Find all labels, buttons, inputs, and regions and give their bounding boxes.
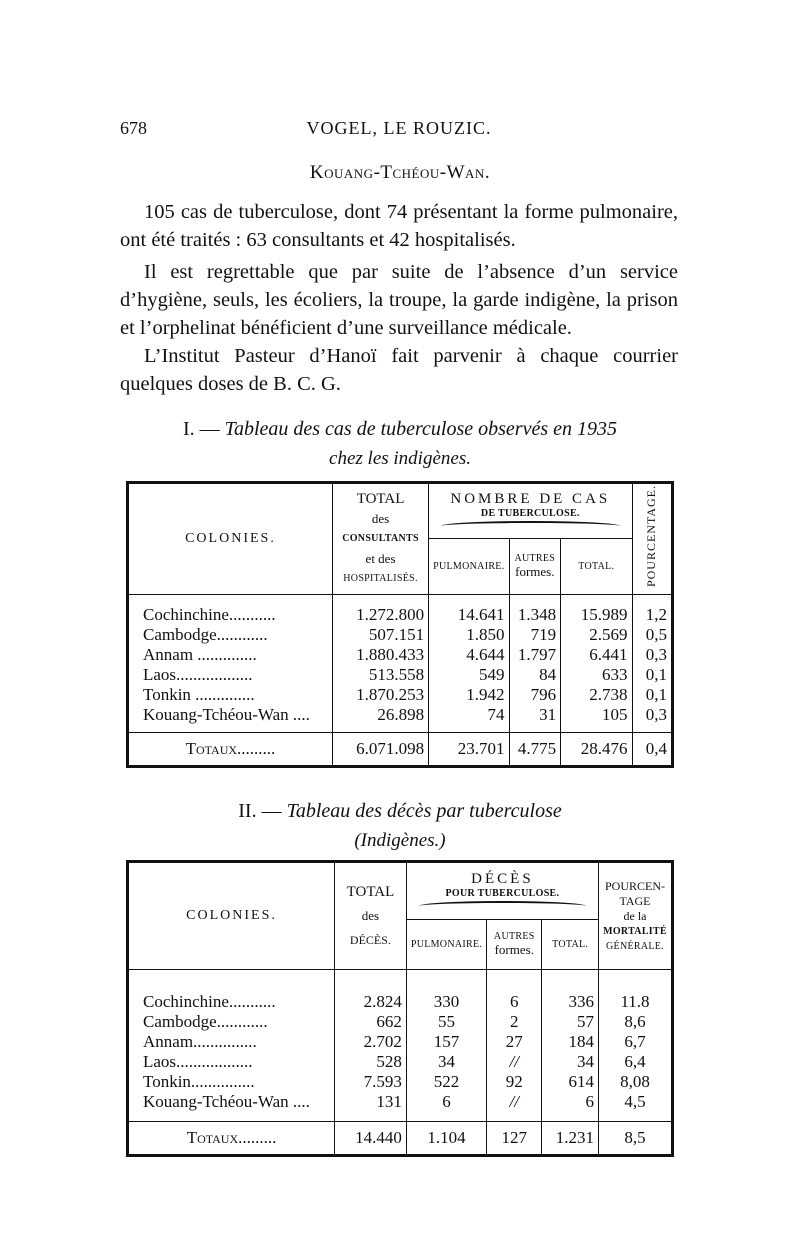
cell: 0,1 bbox=[632, 665, 672, 685]
cell: 7.593 bbox=[335, 1072, 407, 1092]
cell: 0,3 bbox=[632, 645, 672, 665]
cell: 1.850 bbox=[429, 625, 509, 645]
pulmonaire-header: PULMONAIRE. bbox=[429, 539, 509, 595]
cell: 6.441 bbox=[561, 645, 632, 665]
header-line: de la bbox=[623, 908, 647, 923]
header-line: TOTAL bbox=[346, 884, 395, 900]
table1-caption-line2: chez les indigènes. bbox=[329, 448, 471, 469]
table-row bbox=[128, 645, 673, 665]
cell: 507.151 bbox=[332, 625, 428, 645]
table-row bbox=[128, 685, 673, 705]
header-line: formes. bbox=[494, 942, 534, 957]
brace bbox=[441, 521, 619, 531]
cell: 0,5 bbox=[632, 625, 672, 645]
cell: 1.231 bbox=[542, 1122, 599, 1156]
cell: 34 bbox=[406, 1052, 486, 1072]
table1-caption bbox=[0, 418, 800, 441]
cell: 1.348 bbox=[509, 605, 561, 625]
header-line: des bbox=[361, 908, 380, 923]
header-line: POURCEN- bbox=[604, 878, 665, 893]
header-line: des bbox=[371, 511, 390, 526]
cell: 55 bbox=[406, 1012, 486, 1032]
cell: 31 bbox=[509, 705, 561, 725]
cell: 184 bbox=[542, 1032, 599, 1052]
cell: 92 bbox=[487, 1072, 542, 1092]
row-label: Tonkin............... bbox=[143, 1071, 255, 1091]
row-label: Laos.................. bbox=[143, 1051, 253, 1071]
cell: 4,5 bbox=[599, 1092, 673, 1112]
cell: 633 bbox=[561, 665, 632, 685]
cell: 84 bbox=[509, 665, 561, 685]
row-label: Kouang-Tchéou-Wan .... bbox=[143, 704, 310, 724]
cell: 6,4 bbox=[599, 1052, 673, 1072]
row-label: Tonkin .............. bbox=[143, 684, 255, 704]
header-line: TOTAL bbox=[356, 491, 405, 507]
row-label: Cambodge............ bbox=[143, 1011, 268, 1031]
cell: 8,5 bbox=[599, 1122, 673, 1156]
table-row bbox=[128, 705, 673, 725]
header-line: AUTRES bbox=[514, 553, 556, 564]
row-label: Cambodge............ bbox=[143, 624, 268, 644]
table-deaths bbox=[126, 860, 674, 1157]
total-header: TOTAL. bbox=[561, 539, 632, 595]
table-row bbox=[128, 1072, 673, 1092]
cell: 105 bbox=[561, 705, 632, 725]
cell: 6,7 bbox=[599, 1032, 673, 1052]
cell: 1.870.253 bbox=[332, 685, 428, 705]
paragraph-3: L’Institut Pasteur d’Hanoï fait parvenir à chaque courrier quelques doses de B. C. G. bbox=[120, 345, 678, 395]
table2-caption bbox=[0, 800, 800, 823]
header-line: formes. bbox=[515, 564, 555, 579]
table-row bbox=[128, 992, 673, 1012]
colonies-header: COLONIES. bbox=[128, 862, 335, 970]
totals-row bbox=[128, 733, 673, 767]
cell: 2.702 bbox=[335, 1032, 407, 1052]
cell: 34 bbox=[542, 1052, 599, 1072]
cell: 6.071.098 bbox=[332, 733, 428, 767]
table-cases bbox=[126, 481, 674, 768]
total-deces-header bbox=[335, 862, 407, 970]
row-label: Cochinchine........... bbox=[143, 991, 276, 1011]
cell: 8,6 bbox=[599, 1012, 673, 1032]
table2-caption-prefix: II. — bbox=[238, 800, 282, 822]
cell: 14.440 bbox=[335, 1122, 407, 1156]
header-line: HOSPITALISÉS. bbox=[343, 573, 418, 584]
cell: 0,3 bbox=[632, 705, 672, 725]
cell: 8,08 bbox=[599, 1072, 673, 1092]
header-line: DÉCÈS bbox=[471, 871, 534, 887]
row-label: Cochinchine........... bbox=[143, 604, 276, 624]
table-row bbox=[128, 605, 673, 625]
cell: 549 bbox=[429, 665, 509, 685]
header-line: NOMBRE DE CAS bbox=[450, 491, 611, 507]
cell: 6 bbox=[406, 1092, 486, 1112]
totals-row bbox=[128, 1122, 673, 1156]
table1-caption-main: Tableau des cas de tuberculose observés en 1935 bbox=[224, 418, 617, 440]
cell: 2 bbox=[487, 1012, 542, 1032]
cell: 57 bbox=[542, 1012, 599, 1032]
table-row bbox=[128, 665, 673, 685]
cell: 0,4 bbox=[632, 733, 672, 767]
row-label: Laos.................. bbox=[143, 664, 253, 684]
cell: 157 bbox=[406, 1032, 486, 1052]
cell: 662 bbox=[335, 1012, 407, 1032]
table2-caption-main: Tableau des décès par tuberculose bbox=[286, 800, 562, 822]
header-line: MORTALITÉ bbox=[603, 925, 667, 937]
cell: 6 bbox=[542, 1092, 599, 1112]
brace bbox=[419, 901, 586, 911]
paragraph-1: 105 cas de tuberculose, dont 74 présentant la forme pulmonaire, ont été traités : 63 consultants et 42 hospitalisés. bbox=[120, 201, 678, 251]
header-line: TAGE bbox=[619, 893, 651, 908]
header-line: DE TUBERCULOSE. bbox=[480, 508, 580, 519]
cell: 27 bbox=[487, 1032, 542, 1052]
page-header bbox=[120, 118, 678, 144]
deces-header bbox=[406, 862, 598, 920]
total-header: TOTAL. bbox=[542, 920, 599, 970]
table1-caption-prefix: I. — bbox=[182, 418, 220, 440]
header-line: CONSULTANTS bbox=[342, 533, 419, 544]
colonies-header: COLONIES. bbox=[128, 483, 333, 595]
cell: 6 bbox=[487, 992, 542, 1012]
cell: 522 bbox=[406, 1072, 486, 1092]
cell: 15.989 bbox=[561, 605, 632, 625]
cell: 4.644 bbox=[429, 645, 509, 665]
cell: 14.641 bbox=[429, 605, 509, 625]
totals-label: Totaux......... bbox=[128, 733, 333, 767]
cell: 2.824 bbox=[335, 992, 407, 1012]
cell: 23.701 bbox=[429, 733, 509, 767]
total-consultants-header bbox=[332, 483, 428, 595]
cell: 1.104 bbox=[406, 1122, 486, 1156]
row-label: Annam .............. bbox=[143, 644, 257, 664]
cell: 26.898 bbox=[332, 705, 428, 725]
cell: 131 bbox=[335, 1092, 407, 1112]
section-title: Kouang-Tchéou-Wan. bbox=[309, 162, 491, 183]
cell: 513.558 bbox=[332, 665, 428, 685]
cell: 11.8 bbox=[599, 992, 673, 1012]
paragraph-2: Il est regrettable que par suite de l’absence d’un service d’hygiène, seuls, les écoliers, la troupe, la garde indigène, la prison et l’orphelinat bénéficient d’une surveillance médicale. bbox=[120, 261, 678, 339]
autres-header bbox=[509, 539, 561, 595]
cell: 127 bbox=[487, 1122, 542, 1156]
cell: 796 bbox=[509, 685, 561, 705]
table-row bbox=[128, 1032, 673, 1052]
totals-label: Totaux......... bbox=[128, 1122, 335, 1156]
cell: 719 bbox=[509, 625, 561, 645]
running-head: VOGEL, LE ROUZIC. bbox=[306, 118, 492, 138]
cell: 74 bbox=[429, 705, 509, 725]
cell: // bbox=[487, 1092, 542, 1112]
cell: 2.569 bbox=[561, 625, 632, 645]
table-row bbox=[128, 625, 673, 645]
cell: 1.880.433 bbox=[332, 645, 428, 665]
cell: 1.272.800 bbox=[332, 605, 428, 625]
row-label: Annam............... bbox=[143, 1031, 257, 1051]
header-line: GÉNÉRALE. bbox=[606, 940, 664, 952]
table-row bbox=[128, 1052, 673, 1072]
page-number: 678 bbox=[120, 118, 147, 138]
pourcentage-header bbox=[632, 483, 672, 595]
cell: 4.775 bbox=[509, 733, 561, 767]
header-line: AUTRES bbox=[493, 931, 535, 942]
nombre-cas-header bbox=[429, 483, 632, 539]
cell: 336 bbox=[542, 992, 599, 1012]
pourcentage-mortalite-header bbox=[599, 862, 673, 970]
pulmonaire-header: PULMONAIRE. bbox=[406, 920, 486, 970]
cell: 0,1 bbox=[632, 685, 672, 705]
row-label: Kouang-Tchéou-Wan .... bbox=[143, 1091, 310, 1111]
cell: 330 bbox=[406, 992, 486, 1012]
table2-caption-line2: (Indigènes.) bbox=[354, 830, 446, 851]
autres-header bbox=[487, 920, 542, 970]
header-line: POURCENTAGE. bbox=[644, 485, 659, 588]
cell: 528 bbox=[335, 1052, 407, 1072]
cell: 2.738 bbox=[561, 685, 632, 705]
header-line: et des bbox=[365, 551, 396, 566]
table-row bbox=[128, 1092, 673, 1112]
cell: 1.942 bbox=[429, 685, 509, 705]
cell: 1,2 bbox=[632, 605, 672, 625]
table-row bbox=[128, 1012, 673, 1032]
cell: // bbox=[487, 1052, 542, 1072]
cell: 1.797 bbox=[509, 645, 561, 665]
cell: 614 bbox=[542, 1072, 599, 1092]
header-line: DÉCÈS. bbox=[349, 933, 391, 947]
cell: 28.476 bbox=[561, 733, 632, 767]
header-line: POUR TUBERCULOSE. bbox=[445, 888, 560, 899]
